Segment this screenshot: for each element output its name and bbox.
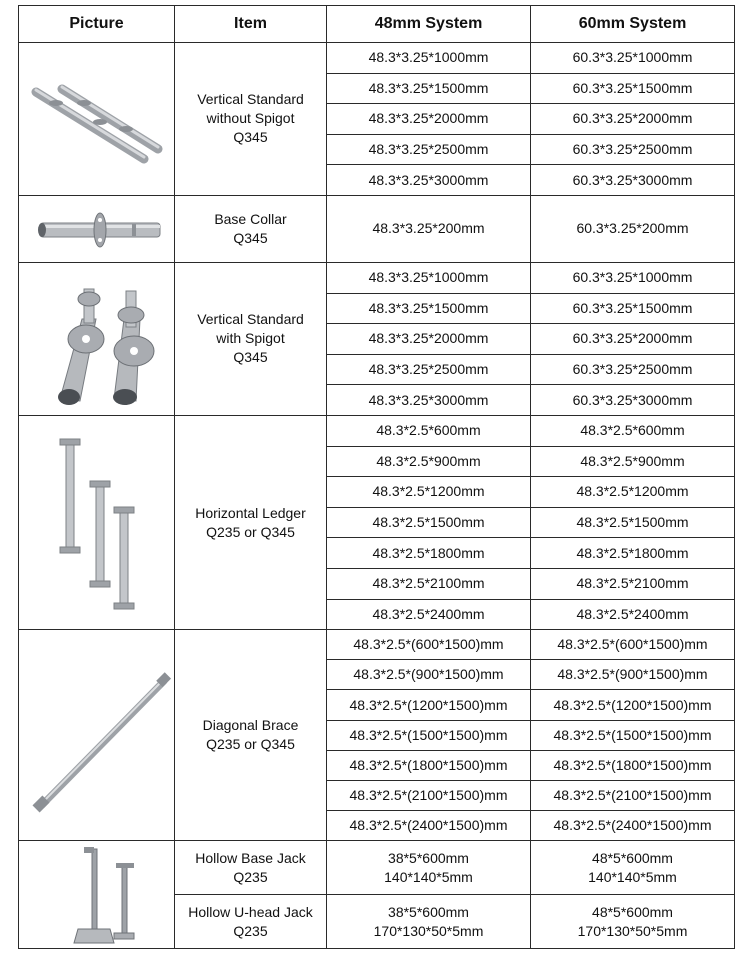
item-grade: Q235 or Q345	[206, 523, 295, 540]
spec-48mm: 48.3*3.25*2500mm	[327, 354, 531, 385]
spec-48mm: 48.3*2.5*1200mm	[327, 477, 531, 508]
spec-60mm: 48.3*2.5*1500mm	[531, 507, 735, 538]
item-line: without Spigot	[206, 110, 295, 127]
item-line: Horizontal Ledger	[195, 504, 306, 521]
spec-60mm: 48.3*2.5*(2400*1500)mm	[531, 811, 735, 841]
spec-line: 170*130*50*5mm	[373, 922, 484, 939]
spec-60mm: 48.3*2.5*900mm	[531, 446, 735, 477]
spec-48mm: 48.3*3.25*2000mm	[327, 104, 531, 135]
spec-48mm: 48.3*3.25*2500mm	[327, 134, 531, 165]
spec-60mm: 60.3*3.25*1000mm	[531, 262, 735, 293]
table-row	[19, 841, 735, 895]
spec-line: 38*5*600mm	[388, 903, 469, 920]
spec-48mm: 48.3*3.25*1500mm	[327, 293, 531, 324]
item-line: with Spigot	[216, 330, 285, 347]
spec-60mm: 48.3*2.5*(2100*1500)mm	[531, 781, 735, 811]
spec-48mm	[327, 841, 531, 895]
jack-photo	[19, 841, 175, 949]
spec-line: 38*5*600mm	[388, 849, 469, 866]
header-48mm: 48mm System	[327, 6, 531, 43]
spec-60mm: 48.3*2.5*(1200*1500)mm	[531, 690, 735, 720]
spec-48mm: 48.3*3.25*1000mm	[327, 43, 531, 74]
spec-48mm: 48.3*3.25*1000mm	[327, 262, 531, 293]
spec-48mm: 48.3*2.5*(900*1500)mm	[327, 660, 531, 690]
spec-line: 48*5*600mm	[592, 849, 673, 866]
spec-48mm: 48.3*3.25*1500mm	[327, 73, 531, 104]
table-row	[19, 415, 735, 446]
spec-60mm: 48.3*2.5*2400mm	[531, 599, 735, 630]
spec-48mm: 48.3*2.5*(1200*1500)mm	[327, 690, 531, 720]
spec-60mm: 48.3*2.5*1800mm	[531, 538, 735, 569]
item-grade: Q235	[233, 922, 268, 939]
ledger-photo	[19, 415, 175, 629]
spec-60mm: 60.3*3.25*1000mm	[531, 43, 735, 74]
spec-60mm: 48.3*2.5*600mm	[531, 415, 735, 446]
item-grade: Q235 or Q345	[206, 736, 295, 753]
spec-line: 140*140*5mm	[384, 868, 473, 885]
spec-60mm: 48.3*2.5*(1500*1500)mm	[531, 720, 735, 750]
table-row	[19, 262, 735, 293]
spec-48mm: 48.3*2.5*(600*1500)mm	[327, 630, 531, 660]
spec-60mm: 48.3*2.5*1200mm	[531, 477, 735, 508]
item-hollow-u-head-jack	[175, 895, 327, 949]
item-vertical-standard-without-spigot	[175, 43, 327, 196]
base-collar-photo	[19, 195, 175, 262]
item-grade: Q235	[233, 868, 268, 885]
spec-60mm: 60.3*3.25*3000mm	[531, 165, 735, 196]
table-row	[19, 630, 735, 660]
item-line: Diagonal Brace	[202, 717, 299, 734]
item-horizontal-ledger	[175, 415, 327, 629]
table-row	[19, 195, 735, 262]
spec-48mm: 48.3*2.5*900mm	[327, 446, 531, 477]
spec-60mm: 60.3*3.25*200mm	[531, 195, 735, 262]
spec-48mm: 48.3*2.5*1800mm	[327, 538, 531, 569]
spec-line: 170*130*50*5mm	[577, 922, 688, 939]
spec-60mm	[531, 895, 735, 949]
spec-60mm: 60.3*3.25*1500mm	[531, 73, 735, 104]
spec-table	[18, 5, 735, 949]
item-line: Vertical Standard	[197, 91, 304, 108]
spec-48mm: 48.3*3.25*200mm	[327, 195, 531, 262]
item-diagonal-brace	[175, 630, 327, 841]
item-grade: Q345	[233, 349, 268, 366]
spec-48mm: 48.3*3.25*3000mm	[327, 385, 531, 416]
spec-60mm: 48.3*2.5*(1800*1500)mm	[531, 750, 735, 780]
spec-60mm	[531, 841, 735, 895]
diagonal-brace-photo	[19, 630, 175, 841]
spec-48mm: 48.3*2.5*(2400*1500)mm	[327, 811, 531, 841]
table-row	[19, 43, 735, 74]
spigot-standard-photo	[19, 262, 175, 415]
header-row	[19, 6, 735, 43]
item-vertical-standard-with-spigot	[175, 262, 327, 415]
vertical-standard-photo	[19, 43, 175, 196]
spec-48mm: 48.3*2.5*2400mm	[327, 599, 531, 630]
header-60mm: 60mm System	[531, 6, 735, 43]
spec-60mm: 60.3*3.25*2000mm	[531, 104, 735, 135]
spec-48mm: 48.3*3.25*2000mm	[327, 324, 531, 355]
spec-60mm: 48.3*2.5*(900*1500)mm	[531, 660, 735, 690]
spec-48mm: 48.3*2.5*(2100*1500)mm	[327, 781, 531, 811]
spec-48mm	[327, 895, 531, 949]
item-hollow-base-jack	[175, 841, 327, 895]
spec-48mm: 48.3*2.5*2100mm	[327, 568, 531, 599]
item-grade: Q345	[233, 229, 268, 246]
spec-60mm: 60.3*3.25*3000mm	[531, 385, 735, 416]
spec-60mm: 60.3*3.25*1500mm	[531, 293, 735, 324]
header-picture: Picture	[19, 6, 175, 43]
spec-48mm: 48.3*3.25*3000mm	[327, 165, 531, 196]
spec-60mm: 60.3*3.25*2500mm	[531, 354, 735, 385]
spec-60mm: 48.3*2.5*(600*1500)mm	[531, 630, 735, 660]
item-line: Base Collar	[214, 210, 287, 227]
header-item: Item	[175, 6, 327, 43]
item-base-collar	[175, 195, 327, 262]
spec-48mm: 48.3*2.5*600mm	[327, 415, 531, 446]
spec-60mm: 60.3*3.25*2000mm	[531, 324, 735, 355]
spec-60mm: 48.3*2.5*2100mm	[531, 568, 735, 599]
spec-line: 48*5*600mm	[592, 903, 673, 920]
spec-60mm: 60.3*3.25*2500mm	[531, 134, 735, 165]
item-line: Hollow Base Jack	[195, 849, 306, 866]
spec-48mm: 48.3*2.5*1500mm	[327, 507, 531, 538]
item-grade: Q345	[233, 129, 268, 146]
spec-48mm: 48.3*2.5*(1500*1500)mm	[327, 720, 531, 750]
spec-line: 140*140*5mm	[588, 868, 677, 885]
item-line: Hollow U-head Jack	[188, 903, 313, 920]
spec-48mm: 48.3*2.5*(1800*1500)mm	[327, 750, 531, 780]
item-line: Vertical Standard	[197, 311, 304, 328]
